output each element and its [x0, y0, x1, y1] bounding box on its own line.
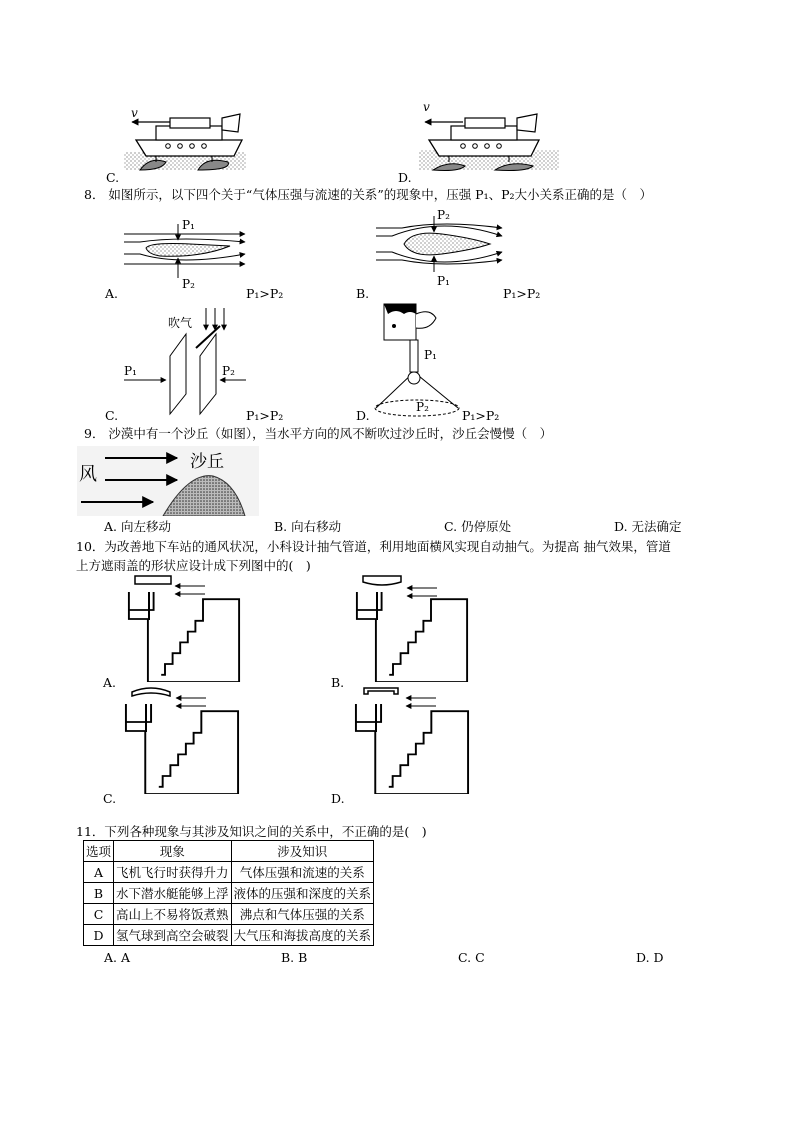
- velocity-label-d: v: [423, 100, 430, 114]
- q10-c-figure: [122, 684, 244, 796]
- q10-stem-line1: 10．为改善地下车站的通风状况，小科设计抽气管道，利用地面横风实现自动抽气。为提高 抽气效果，管道: [76, 539, 671, 554]
- table-header-cell: 选项: [84, 841, 114, 862]
- q9-wind-label: 风: [79, 464, 97, 485]
- q8-c-relation: P₁>P₂: [246, 408, 284, 423]
- table-row: [84, 904, 374, 925]
- q8-b-relation: P₁>P₂: [503, 286, 541, 301]
- q8-d-bottom-label: P₂: [416, 400, 429, 414]
- q8-d-relation: P₁>P₂: [462, 408, 500, 423]
- table-cell: 液体的压强和深度的关系: [231, 883, 374, 904]
- q8-stem: 8． 如图所示，以下四个关于“气体压强与流速的关系”的现象中，压强 P₁、P₂大小关系正确的是（ ）: [84, 187, 653, 202]
- q9-option-b: B. 向右移动: [274, 519, 342, 534]
- q8-d-top-label: P₁: [424, 348, 437, 362]
- table-header-cell: 现象: [114, 841, 232, 862]
- table-header-cell: 涉及知识: [231, 841, 374, 862]
- q9-dune-label: 沙丘: [190, 452, 224, 472]
- q11-table: [83, 840, 374, 946]
- q8-a-top-label: P₁: [182, 218, 195, 232]
- q10-stem-line2: 上方遮雨盖的形状应设计成下列图中的( ): [76, 558, 311, 573]
- table-cell: 氢气球到高空会破裂: [114, 925, 232, 946]
- q8-a-letter: A.: [105, 286, 119, 301]
- q10-a-figure: [125, 574, 245, 684]
- q11-stem: 11．下列各种现象与其涉及知识之间的关系中，不正确的是( ): [76, 824, 427, 839]
- table-cell: 气体压强和流速的关系: [231, 862, 374, 883]
- table-cell: A: [84, 862, 114, 883]
- q11-option-b: B. B: [281, 950, 308, 965]
- q8-d-letter: D.: [356, 408, 370, 423]
- q7-option-d-letter: D.: [398, 170, 412, 185]
- table-cell: B: [84, 883, 114, 904]
- q10-a-letter: A.: [103, 675, 117, 690]
- q9-option-d: D. 无法确定: [614, 519, 682, 534]
- q10-b-figure: [353, 574, 473, 684]
- velocity-label-c: v: [131, 106, 138, 120]
- q10-c-letter: C.: [103, 791, 117, 806]
- q11-option-c: C. C: [458, 950, 485, 965]
- q11-option-d: D. D: [636, 950, 664, 965]
- table-header-row: [84, 841, 374, 862]
- table-cell: D: [84, 925, 114, 946]
- q9-option-c: C. 仍停原处: [444, 519, 512, 534]
- q10-d-figure: [352, 684, 474, 796]
- q9-dune-figure: [77, 446, 259, 516]
- q8-c-right-label: P₂: [222, 364, 235, 378]
- table-cell: C: [84, 904, 114, 925]
- q10-b-letter: B.: [331, 675, 345, 690]
- q8-c-letter: C.: [105, 408, 119, 423]
- q8-a-relation: P₁>P₂: [246, 286, 284, 301]
- q8-b-bottom-label: P₁: [437, 274, 450, 288]
- table-row: [84, 862, 374, 883]
- table-cell: 沸点和气体压强的关系: [231, 904, 374, 925]
- table-cell: 水下潜水艇能够上浮: [114, 883, 232, 904]
- q8-a-bottom-label: P₂: [182, 277, 195, 291]
- q10-d-letter: D.: [331, 791, 345, 806]
- q9-option-a: A. 向左移动: [104, 519, 171, 534]
- table-cell: 大气压和海拔高度的关系: [231, 925, 374, 946]
- table-cell: 高山上不易将饭煮熟: [114, 904, 232, 925]
- table-cell: 飞机飞行时获得升力: [114, 862, 232, 883]
- q7-option-c-letter: C.: [106, 170, 120, 185]
- table-row: [84, 925, 374, 946]
- q8-b-letter: B.: [356, 286, 370, 301]
- q11-option-a: A. A: [104, 950, 131, 965]
- q8-c-left-label: P₁: [124, 364, 137, 378]
- q8-c-blow-label: 吹气: [168, 316, 193, 330]
- boat-figure-d: [415, 100, 565, 172]
- q9-stem: 9． 沙漠中有一个沙丘（如图），当水平方向的风不断吹过沙丘时，沙丘会慢慢（ ）: [84, 426, 553, 441]
- table-row: [84, 883, 374, 904]
- q8-b-top-label: P₂: [437, 208, 450, 222]
- boat-figure-c: [122, 100, 262, 172]
